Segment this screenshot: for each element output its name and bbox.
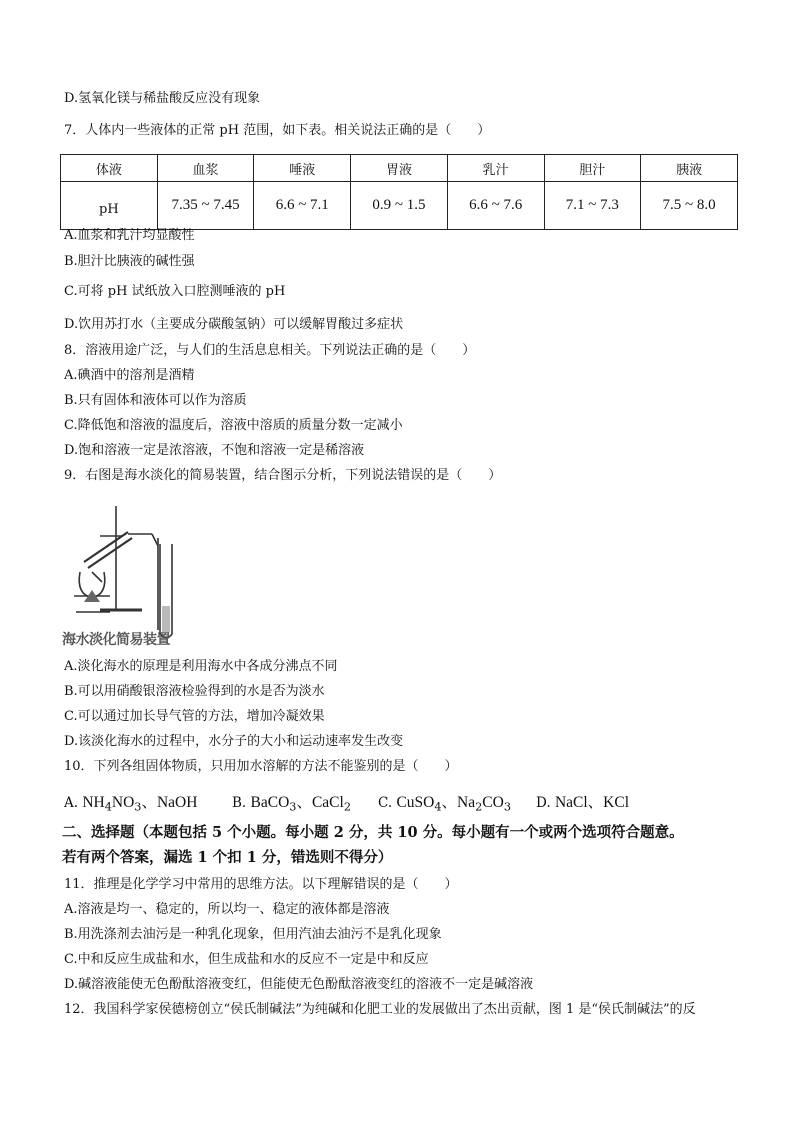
formula: NH: [82, 794, 105, 811]
formula: NO: [111, 794, 135, 811]
option-label: A.: [64, 795, 79, 811]
q7-option-c: C.可将 pH 试纸放入口腔测唾液的 pH: [64, 284, 286, 299]
table-row: [61, 182, 738, 230]
q10-option-d: [536, 790, 629, 812]
formula: NaCl、KCl: [554, 794, 629, 811]
formula: CO: [482, 794, 504, 811]
table-cell: 7.35 ~ 7.45: [157, 182, 254, 230]
q10-stem: 10．下列各组固体物质，只用加水溶解的方法不能鉴别的是（ ）: [64, 759, 458, 774]
section-2-note: 若有两个答案，漏选 1 个扣 1 分，错选则不得分）: [62, 849, 393, 866]
q11-option-c: C.中和反应生成盐和水，但生成盐和水的反应不一定是中和反应: [64, 952, 429, 967]
table-header-cell: 血浆: [157, 155, 254, 182]
subscript: 2: [475, 800, 483, 814]
option-label: D.: [536, 795, 551, 811]
table-cell: 7.1 ~ 7.3: [544, 182, 641, 230]
formula: 、CaCl: [296, 794, 344, 811]
q11-stem: 11．推理是化学学习中常用的思维方法。以下理解错误的是（ ）: [64, 877, 458, 892]
table-cell: 6.6 ~ 7.6: [447, 182, 544, 230]
q9-option-c: C.可以通过加长导气管的方法，增加冷凝效果: [64, 709, 325, 724]
table-header-cell: 体液: [61, 155, 158, 182]
q8-stem: 8．溶液用途广泛，与人们的生活息息相关。下列说法正确的是（ ）: [64, 343, 476, 358]
subscript: 3: [289, 800, 297, 814]
formula: BaCO: [250, 794, 290, 811]
q12-stem: 12．我国科学家侯德榜创立“侯氏制碱法”为纯碱和化肥工业的发展做出了杰出贡献，图 1 是“侯氏制碱法”的反: [64, 1002, 696, 1017]
q7-option-d: D.饮用苏打水（主要成分碳酸氢钠）可以缓解胃酸过多症状: [64, 317, 404, 332]
q10-option-a: [64, 790, 197, 814]
q7-option-b: B.胆汁比胰液的碱性强: [64, 254, 195, 269]
option-label: C.: [378, 795, 393, 811]
figure-caption: 海水淡化简易装置: [62, 632, 170, 648]
ph-table: [60, 154, 738, 230]
table-cell: 0.9 ~ 1.5: [351, 182, 448, 230]
subscript: 4: [434, 800, 442, 814]
table-cell: 6.6 ~ 7.1: [254, 182, 351, 230]
table-header-cell: 胆汁: [544, 155, 641, 182]
q7-option-a: A.血浆和乳汁均显酸性: [64, 228, 195, 243]
q10-option-b: [232, 790, 351, 814]
formula: CuSO: [396, 794, 435, 811]
subscript: 3: [503, 800, 511, 814]
q11-option-a: A.溶液是均一、稳定的，所以均一、稳定的液体都是溶液: [64, 902, 390, 917]
q8-option-c: C.降低饱和溶液的温度后，溶液中溶质的质量分数一定减小: [64, 418, 403, 433]
q6-option-d: D.氢氧化镁与稀盐酸反应没有现象: [64, 91, 261, 106]
table-cell: 7.5 ~ 8.0: [641, 182, 738, 230]
desalination-apparatus-figure: [62, 502, 184, 645]
q9-option-a: A.淡化海水的原理是利用海水中各成分沸点不同: [64, 659, 338, 674]
q11-option-b: B.用洗涤剂去油污是一种乳化现象，但用汽油去油污不是乳化现象: [64, 927, 442, 942]
formula: 、Na: [441, 794, 476, 811]
option-label: B.: [232, 795, 247, 811]
formula: 、NaOH: [141, 794, 198, 811]
subscript: 3: [134, 800, 142, 814]
q8-option-b: B.只有固体和液体可以作为溶质: [64, 393, 247, 408]
q9-stem: 9．右图是海水淡化的简易装置，结合图示分析，下列说法错误的是（ ）: [64, 468, 502, 483]
subscript: 2: [343, 800, 351, 814]
table-header-cell: 胰液: [641, 155, 738, 182]
table-header-row: [61, 155, 738, 182]
section-2-heading: 二、选择题（本题包括 5 个小题。每小题 2 分，共 10 分。每小题有一个或两个选项符合题意。: [62, 824, 684, 841]
q9-option-d: D.该淡化海水的过程中，水分子的大小和运动速率发生改变: [64, 734, 404, 749]
subscript: 4: [104, 800, 112, 814]
q7-stem: 7．人体内一些液体的正常 pH 范围，如下表。相关说法正确的是（ ）: [64, 123, 491, 138]
q8-option-a: A.碘酒中的溶剂是酒精: [64, 368, 195, 383]
table-header-cell: 乳汁: [447, 155, 544, 182]
table-header-cell: 唾液: [254, 155, 351, 182]
table-row-label: pH: [61, 182, 158, 230]
q9-option-b: B.可以用硝酸银溶液检验得到的水是否为淡水: [64, 684, 325, 699]
table-header-cell: 胃液: [351, 155, 448, 182]
q11-option-d: D.碱溶液能使无色酚酞溶液变红，但能使无色酚酞溶液变红的溶液不一定是碱溶液: [64, 977, 534, 992]
q10-option-c: [378, 790, 511, 814]
q8-option-d: D.饱和溶液一定是浓溶液，不饱和溶液一定是稀溶液: [64, 443, 365, 458]
